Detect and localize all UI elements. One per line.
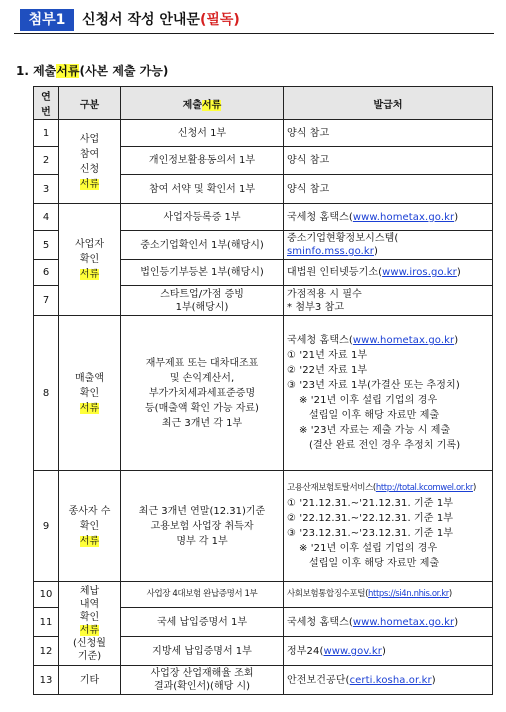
row-document	[121, 286, 284, 316]
category-highlight: 서류	[79, 269, 100, 280]
note-line: ※ '21년 이후 설립 기업의 경우	[299, 543, 438, 554]
category-line: 참여	[79, 148, 100, 160]
table-row	[34, 316, 493, 471]
row-document: 지방세 납입증명서 1부	[121, 637, 284, 666]
source-text: )	[448, 589, 452, 599]
attachment-badge: 첨부1	[20, 9, 74, 31]
category-business	[59, 204, 121, 316]
kcomwel-link[interactable]: http://total.kcomwel.or.kr	[375, 483, 473, 493]
hometax-link[interactable]: www.hometax.go.kr	[352, 335, 455, 346]
category-employees	[59, 471, 121, 582]
note-line: (결산 완료 전인 경우 추정치 기록)	[309, 440, 461, 451]
row-document: 사업자등록증 1부	[121, 204, 284, 231]
document-line: 1부(해당시)	[175, 301, 229, 313]
source-text: 사회보험통합징수포털(	[287, 589, 369, 599]
row-no: 11	[34, 608, 59, 637]
header-category: 구분	[59, 87, 121, 120]
category-highlight: 서류	[79, 624, 100, 636]
category-line: 사업자	[75, 239, 104, 250]
category-line: 체납	[79, 585, 100, 597]
row-document	[121, 471, 284, 582]
iros-link[interactable]: www.iros.go.kr	[382, 267, 457, 278]
category-line: 신청	[79, 163, 100, 175]
row-source: 양식 참고	[284, 175, 493, 204]
row-no: 8	[34, 316, 59, 471]
row-no: 1	[34, 120, 59, 147]
row-source	[284, 637, 493, 666]
header-doc-highlight: 서류	[202, 99, 222, 111]
row-no: 4	[34, 204, 59, 231]
source-line: ③ '23.12.31.~'23.12.31. 기준 1부	[287, 528, 454, 539]
source-line: ① '21.12.31.~'21.12.31. 기준 1부	[287, 498, 454, 509]
header-source: 발급처	[284, 87, 493, 120]
kosha-link[interactable]: certi.kosha.or.kr	[349, 674, 432, 686]
row-no: 2	[34, 147, 59, 175]
row-document: 개인정보활용동의서 1부	[121, 147, 284, 175]
row-source	[284, 204, 493, 231]
header-document	[121, 87, 284, 120]
source-line: ③ '23년 자료 1부(가결산 또는 추정치)	[287, 380, 460, 391]
source-text: 국세청 홈택스(	[287, 616, 353, 628]
category-line: (신청월	[73, 637, 106, 649]
source-line: ② '22년 자료 1부	[287, 365, 368, 376]
page-title	[82, 9, 240, 31]
section-highlight: 서류	[56, 64, 80, 78]
category-other: 기타	[59, 666, 121, 695]
source-text: )	[472, 483, 476, 493]
document-line: 및 손익계산서,	[169, 372, 235, 384]
row-source	[284, 316, 493, 471]
row-source: 양식 참고	[284, 147, 493, 175]
source-text: 국세청 홈택스(	[287, 211, 353, 223]
source-text: 대법원 인터넷등기소(	[287, 267, 383, 278]
header-no: 연번	[34, 87, 59, 120]
source-text: 정부24(	[287, 645, 324, 657]
title-bar	[14, 7, 494, 34]
row-document: 참여 서약 및 확인서 1부	[121, 175, 284, 204]
gov24-link[interactable]: www.gov.kr	[323, 645, 382, 657]
category-line: 확인	[79, 611, 100, 623]
note-line: 설립일 이후 해당 자료만 제출	[309, 410, 440, 421]
row-no: 6	[34, 260, 59, 286]
source-line	[287, 481, 489, 496]
row-no: 3	[34, 175, 59, 204]
documents-table	[33, 86, 493, 695]
row-no: 9	[34, 471, 59, 582]
category-line: 매출액	[75, 372, 104, 384]
row-document	[121, 316, 284, 471]
table-row	[34, 120, 493, 147]
section-heading	[16, 62, 168, 79]
row-no: 12	[34, 637, 59, 666]
table-row	[34, 471, 493, 582]
document-line: 최근 3개년 연말(12.31)기준	[138, 505, 266, 517]
document-line: 등(매출액 확인 가능 자료)	[145, 402, 259, 414]
category-application	[59, 120, 121, 204]
hometax-link[interactable]: www.hometax.go.kr	[352, 211, 455, 223]
row-document: 국세 납입증명서 1부	[121, 608, 284, 637]
document-line: 재무제표 또는 대차대조표	[145, 357, 259, 369]
row-no: 10	[34, 582, 59, 608]
section-prefix: 1. 제출	[16, 64, 57, 78]
si4n-link[interactable]: https://si4n.nhis.or.kr	[368, 589, 449, 599]
source-line: ② '22.12.31.~'22.12.31. 기준 1부	[287, 513, 454, 524]
document-line: 결과(확인서)(해당 시)	[153, 681, 251, 692]
category-line: 확인	[79, 520, 100, 532]
row-source	[284, 471, 493, 582]
row-source	[284, 666, 493, 695]
source-text: )	[381, 645, 386, 657]
category-highlight: 서류	[79, 178, 100, 190]
source-text: )	[374, 246, 379, 257]
row-source	[284, 260, 493, 286]
source-text: )	[454, 616, 459, 628]
row-document	[121, 666, 284, 695]
source-text: )	[456, 267, 461, 278]
category-line: 사업	[79, 133, 100, 145]
source-line	[287, 333, 489, 348]
category-sales	[59, 316, 121, 471]
hometax-link[interactable]: www.hometax.go.kr	[352, 616, 455, 628]
category-line: 확인	[79, 387, 100, 399]
title-must-read: (필독)	[199, 12, 240, 28]
row-no: 7	[34, 286, 59, 316]
document-line: 최근 3개년 각 1부	[161, 417, 243, 429]
row-source	[284, 231, 493, 260]
document-line: 고용보험 사업장 취득자	[150, 520, 254, 532]
category-line: 종사자 수	[68, 505, 111, 517]
table-row	[34, 666, 493, 695]
source-text: 안전보건공단(	[287, 674, 350, 686]
document-line: 부가가치세과세표준증명	[148, 387, 256, 399]
source-line: 가점적용 시 필수	[287, 288, 362, 300]
row-document: 신청서 1부	[121, 120, 284, 147]
note-line: 설립일 이후 해당 자료만 제출	[309, 558, 440, 569]
category-line: 기준)	[77, 650, 102, 662]
row-source	[284, 608, 493, 637]
source-line: * 첨부3 참고	[287, 301, 345, 313]
sminfo-link[interactable]: sminfo.mss.go.kr	[287, 246, 375, 257]
document-line: 명부 각 1부	[176, 535, 228, 547]
row-no: 13	[34, 666, 59, 695]
row-document: 법인등기부등본 1부(해당시)	[121, 260, 284, 286]
source-text: 고용산재보험토탈서비스(	[287, 483, 376, 493]
source-line: ① '21년 자료 1부	[287, 350, 368, 361]
source-text: )	[454, 211, 459, 223]
source-text: 국세청 홈택스(	[287, 335, 353, 346]
table-row	[34, 582, 493, 608]
category-highlight: 서류	[79, 535, 100, 547]
table-row	[34, 204, 493, 231]
row-source	[284, 582, 493, 608]
section-suffix: (사본 제출 가능)	[79, 64, 169, 78]
source-text: )	[454, 335, 459, 346]
category-line: 확인	[79, 254, 100, 265]
category-line: 내역	[79, 598, 100, 610]
row-source	[284, 286, 493, 316]
source-text: )	[431, 674, 436, 686]
document-line: 스타트업/가점 증빙	[160, 288, 244, 300]
row-source: 양식 참고	[284, 120, 493, 147]
note-line: ※ '23년 자료는 제출 가능 시 제출	[299, 425, 451, 436]
note-line: ※ '21년 이후 설립 기업의 경우	[299, 395, 438, 406]
row-document: 사업장 4대보험 완납증명서 1부	[121, 582, 284, 608]
source-text: 중소기업현황정보시스템(	[287, 233, 399, 244]
category-highlight: 서류	[79, 402, 100, 414]
header-doc-prefix: 제출	[182, 99, 202, 111]
table-header-row	[34, 87, 493, 120]
category-arrears	[59, 582, 121, 666]
title-main: 신청서 작성 안내문	[82, 12, 200, 28]
row-document: 중소기업확인서 1부(해당시)	[121, 231, 284, 260]
title-underline	[14, 33, 494, 34]
row-no: 5	[34, 231, 59, 260]
document-line: 사업장 산업재해율 조회	[150, 668, 254, 679]
